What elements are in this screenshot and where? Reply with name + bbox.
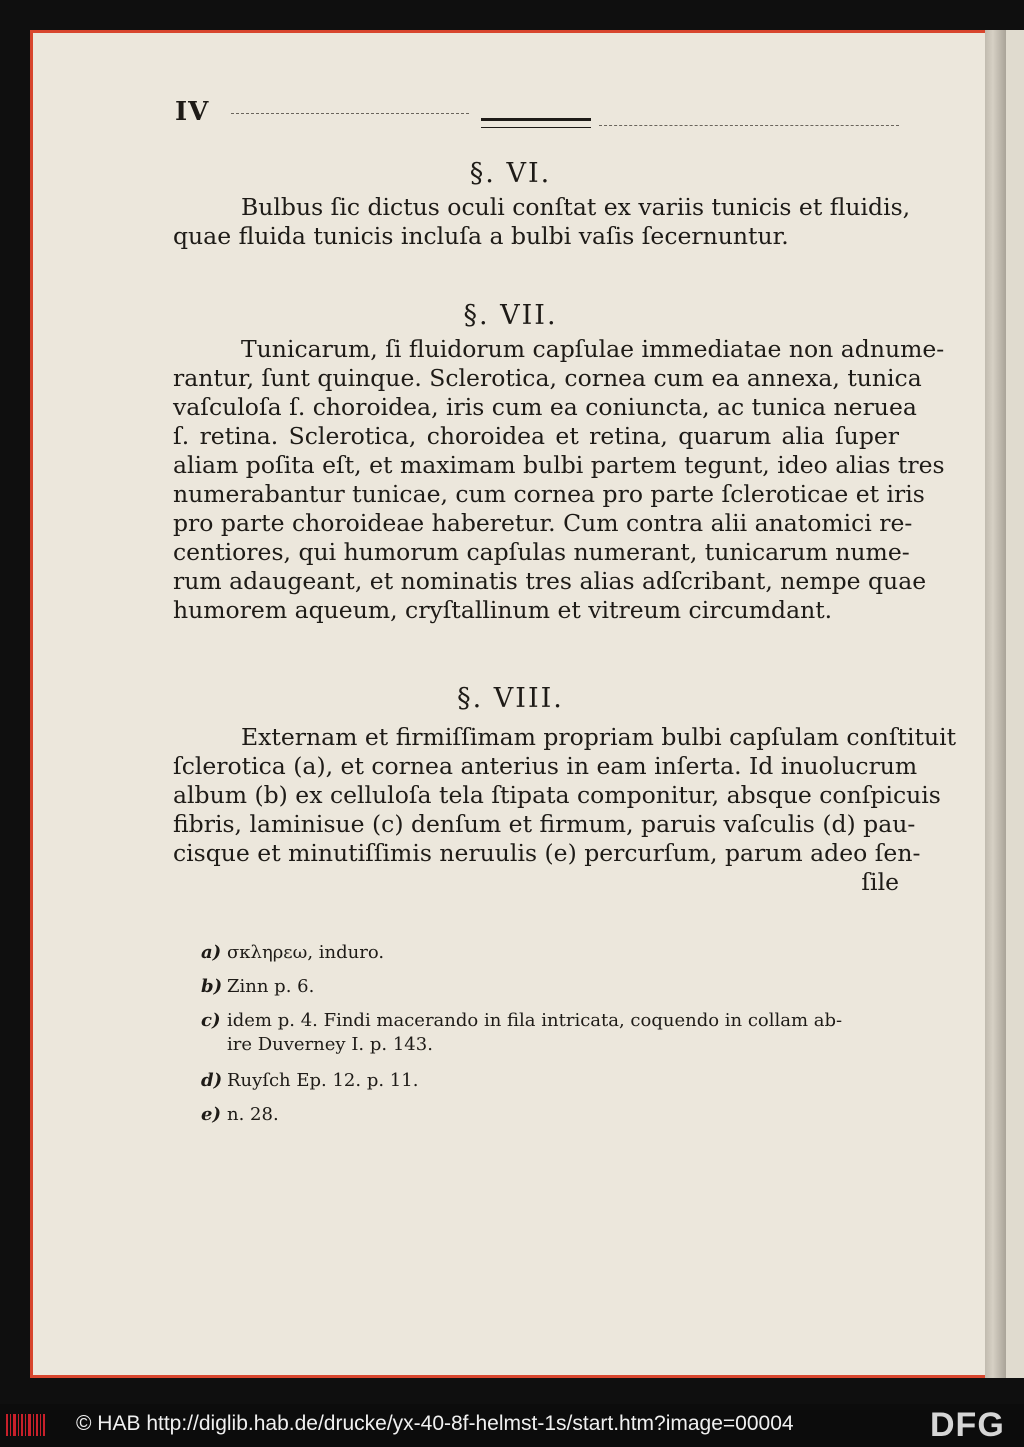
page-number: IV [175,97,210,127]
footnote-mark: b) [201,976,223,997]
footnote-text: n. 28. [227,1104,279,1125]
text-line: vaſculoſa ſ. choroidea, iris cum ea coniuncta, ac tunica neruea [173,393,917,421]
footnote-text: Ruyſch Ep. 12. p. 11. [227,1070,419,1091]
text-line: humorem aqueum, cryſtallinum et vitreum circumdant. [173,596,833,624]
footnote-a [201,941,901,965]
text-line: Bulbus ſic dictus oculi conſtat ex variis tunicis et fluidis, [241,193,911,221]
dfg-logo: DFG [930,1406,1005,1444]
catchword: ſile [861,868,899,896]
text-line: ſ. retina. Sclerotica, choroidea et retina, quarum alia ſuper [173,422,899,450]
footnote-c [201,1009,901,1057]
footnote-text: σκληρεω, induro. [227,942,385,963]
footnote-e [201,1103,901,1127]
header-rule-center-thin [481,127,591,128]
header-rule-right [599,125,899,126]
text-line: Tunicarum, ſi fluidorum capſulae immediatae non adnume- [241,335,945,363]
text-line: Externam et firmiſſimam propriam bulbi capſulam conſtituit [241,723,957,751]
footnote-text: idem p. 4. Findi macerando in fila intricata, coquendo in collam ab- [227,1010,843,1031]
text-line: fibris, laminisue (c) denſum et firmum, paruis vaſculis (d) pau- [173,810,916,838]
footnote-d [201,1069,901,1093]
credit-url[interactable]: © HAB http://diglib.hab.de/drucke/yx-40-8f-helmst-1s/start.htm?image=00004 [76,1412,794,1435]
footnote-mark: c) [201,1010,221,1031]
text-line: cisque et minutiſſimis neruulis (e) percurſum, parum adeo ſen- [173,839,921,867]
text-line: aliam poſita eſt, et maximam bulbi partem tegunt, ideo alias tres [173,451,945,479]
section-heading-vii: §. VII. [463,300,558,331]
text-line: rantur, ſunt quinque. Sclerotica, cornea cum ea annexa, tunica [173,364,922,392]
footnote-mark: a) [201,942,222,963]
viewer-footer [0,1404,1024,1447]
text-line: pro parte choroideae haberetur. Cum contra alii anatomici re- [173,509,913,537]
header-rule-center [481,118,591,121]
paragraph-vii [173,335,945,625]
footnote-mark: e) [201,1104,221,1125]
header-rule-left [231,113,469,114]
hab-barcode-icon [5,1412,47,1438]
text-line: album (b) ex celluloſa tela ſtipata componitur, absque conſpicuis [173,781,941,809]
next-page-edge [1006,30,1024,1378]
footnote-text: Zinn p. 6. [227,976,315,997]
text-line: quae fluida tunicis incluſa a bulbi vaſis ſecernuntur. [173,222,789,250]
text-line: centiores, qui humorum capſulas numerant, tunicarum nume- [173,538,910,566]
paragraph-viii [173,723,957,897]
text-line: rum adaugeant, et nominatis tres alias adſcribant, nempe quae [173,567,927,595]
text-line: numerabantur tunicae, cum cornea pro parte ſcleroticae et iris [173,480,925,508]
text-line: ſclerotica (a), et cornea anterius in eam inſerta. Id inuolucrum [173,752,918,780]
footnote-mark: d) [201,1070,223,1091]
footnote-continuation: ire Duverney I. p. 143. [227,1034,433,1055]
section-heading-vi: §. VI. [469,158,552,189]
footnote-b [201,975,901,999]
section-heading-viii: §. VIII. [457,683,564,714]
scanned-page [30,30,985,1378]
paragraph-vi [173,193,911,251]
